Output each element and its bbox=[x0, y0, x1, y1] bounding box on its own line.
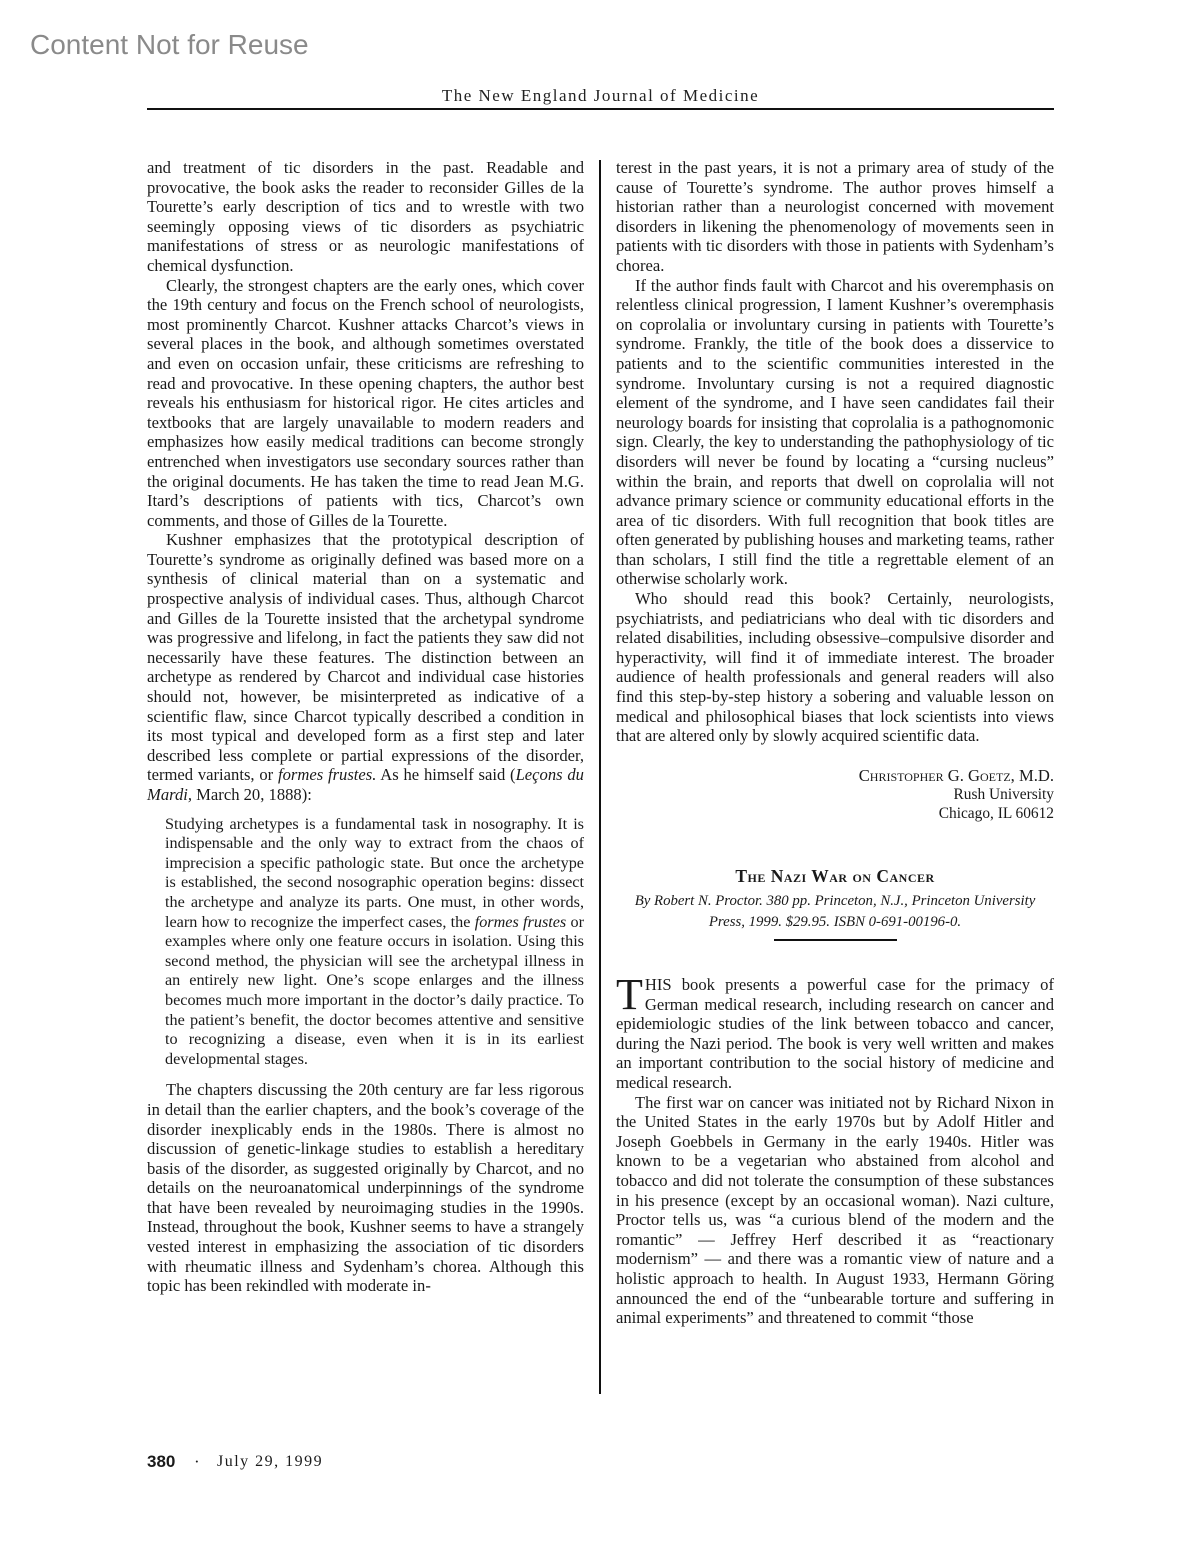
paragraph bbox=[147, 530, 584, 804]
review-heading bbox=[616, 867, 1054, 941]
italic-source: Leçons du Mardi, bbox=[147, 765, 584, 804]
signature-city: Chicago, IL 60612 bbox=[938, 805, 1054, 823]
quote-text bbox=[165, 815, 584, 1070]
signature-name: Christopher G. Goetz, M.D. bbox=[858, 765, 1054, 785]
paragraph-text: Kushner emphasizes that the prototypical description of Tourette’s syndrome as originally defined was based more on a synthesis of clinical material than on a systematic and prospective analysis of individual cases. Thus, although Charcot and Gilles de la Tourette insisted that the archetypal syndrome was progressive and lifelong, in fact the patients they saw did not necessarily have these features. The distinction between an archetype as rendered by Charcot and individual case histories should not, however, be misinterpreted as indicative of a scientific flaw, since Charcot typically described a condition in its most typical and developed form as a first step and later described less complete or partial expressions of the disorder, termed variants, or bbox=[147, 530, 584, 785]
watermark: Content Not for Reuse bbox=[30, 29, 309, 60]
drop-cap: T bbox=[616, 970, 643, 1019]
review-body bbox=[616, 970, 1054, 1328]
signature-institution: Rush University bbox=[953, 786, 1054, 804]
issue-date: July 29, 1999 bbox=[217, 1453, 324, 1470]
paragraph: The first war on cancer was initiated not by Richard Nixon in the United States in the early 1970s but by Adolf Hitler and Joseph Goebbels in Germany in the early 1940s. Hitler was known to be a vegetarian who abstained from alcohol and tobacco and did not tolerate the consumption of these substances in his presence (except by an occasional woman). Nazi culture, Proctor tells us, was “a curious blend of the modern and the romantic” — Jeffrey Herf described it as “reactionary modernism” — and there was a romantic view of nature and a holistic approach to health. In August 1933, Hermann Göring announced the end of the “unbearable torture and suffering in animal experiments” and threatened to commit “those bbox=[616, 1092, 1054, 1328]
quote-part: or examples where only one feature occurs in isolation. Using this second method, the physician will see the archetypal illness in an entirely new light. One’s scope enlarges and the illness becomes much more important in the doctor’s daily practice. To the patient’s benefit, the doctor becomes attentive and sensitive to recognizing a disease, even when it is in its earliest developmental stages. bbox=[165, 912, 584, 1068]
header-rule bbox=[147, 108, 1054, 110]
left-column bbox=[147, 158, 584, 1296]
review-rule bbox=[774, 939, 897, 941]
page-number: 380 bbox=[147, 1452, 176, 1471]
block-quote bbox=[165, 815, 584, 1070]
paragraph: If the author finds fault with Charcot and his overemphasis on relentless clinical progression, I lament Kushner’s overemphasis on coprolalia or involuntary cursing in patients with Tourette’s syndrome. Frankly, the title of the book does a disservice to patients and to the scientific communities interested in the syndrome. Involuntary cursing is not a required diagnostic element of the syndrome, and I have seen candidates fail their neurology boards for insisting that coprolalia is a pathognomonic sign. Clearly, the key to understanding the pathophysiology of tic disorders will never be found by locating a “cursing nucleus” within the brain, and reports that dwell on coprolalia will not advance primary science or community educational efforts in the area of tic disorders. With full recognition that book titles are often generated by publishing houses and marketing teams, rather than scholars, I still find the title a regrettable element of an otherwise scholarly work. bbox=[616, 275, 1054, 589]
review-bibliographic-line: Press, 1999. $29.95. ISBN 0-691-00196-0. bbox=[708, 914, 962, 930]
footer-separator: · bbox=[194, 1452, 200, 1471]
paragraph-text: As he himself said ( bbox=[376, 765, 516, 785]
review-title: The Nazi War on Cancer bbox=[735, 866, 935, 887]
right-column bbox=[616, 158, 1054, 1328]
italic-term: formes frustes. bbox=[277, 765, 377, 785]
italic-term: formes frustes bbox=[474, 912, 567, 931]
quote-part: Studying archetypes is a fundamental task in nosography. It is indispensable and the only way to extract from the chaos of imprecision a specific pathologic state. But once the archetype is established, the second nosographic operation begins: dissect the archetype and analyze its parts. One must, in other words, learn how to recognize the imperfect cases, the bbox=[165, 814, 584, 931]
paragraph-text: HIS book presents a powerful case for the primacy of German medical research, including research on cancer and epidemiologic studies of the link between tobacco and cancer, during the Nazi period. The book is very well written and makes an important contribution to the social history of medicine and medical research. bbox=[616, 975, 1054, 1092]
paragraph: and treatment of tic disorders in the past. Readable and provocative, the book asks the reader to reconsider Gilles de la Tourette’s early description of tics and to wrestle with two seemingly opposing views of tic disorders as psychiatric manifestations of stress or as neurologic manifestations of chemical dysfunction. bbox=[147, 158, 584, 275]
author-signature bbox=[616, 766, 1054, 824]
review-bibliographic-line: By Robert N. Proctor. 380 pp. Princeton, N.J., Princeton University bbox=[634, 893, 1036, 909]
paragraph bbox=[616, 970, 1054, 1093]
journal-running-head: The New England Journal of Medicine bbox=[441, 86, 760, 105]
column-divider bbox=[599, 160, 601, 1394]
paragraph: The chapters discussing the 20th century are far less rigorous in detail than the earlier chapters, and the book’s coverage of the disorder inexplicably ends in the 1980s. There is almost no discussion of genetic-linkage studies to establish a hereditary basis of the disorder, as suggested originally by Charcot, and no details on the neuroanatomical underpinnings of the syndrome that have been revealed by neuroimaging studies in the 1990s. Instead, throughout the book, Kushner seems to have a strangely vested interest in emphasizing the association of tic disorders with rheumatic illness and Sydenham’s chorea. Although this topic has been rekindled with moderate in- bbox=[147, 1080, 584, 1296]
paragraph: Who should read this book? Certainly, neurologists, psychiatrists, and pediatricians who deal with tic disorders and related disabilities, including obsessive–compulsive disorder and hyperactivity, will find it of immediate interest. The broader audience of health professionals and general readers will also find this step-by-step history a sobering and valuable lesson on medical and philosophical biases that lock scientists into views that are altered only by slowly acquired scientific data. bbox=[616, 589, 1054, 746]
paragraph: terest in the past years, it is not a primary area of study of the cause of Tourette’s syndrome. The author proves himself a historian rather than a neurologist concerned with movement disorders in likening the phenomenology of movements seen in patients with tic disorders with those in patients with Sydenham’s chorea. bbox=[616, 158, 1054, 275]
paragraph: Clearly, the strongest chapters are the early ones, which cover the 19th century and focus on the French school of neurologists, most prominently Charcot. Kushner attacks Charcot’s views in several places in the book, and although sometimes overstated and even on occasion unfair, these criticisms are refreshing to read and provocative. In these opening chapters, the author best reveals his enthusiasm for historical rigor. He cites articles and textbooks that are largely unavailable to modern readers and emphasizes how easily medical traditions can become strongly entrenched when investigators use secondary sources rather than the original documents. He has taken the time to read Jean M.G. Itard’s descriptions of patients with tics, Charcot’s own comments, and those of Gilles de la Tourette. bbox=[147, 275, 584, 530]
paragraph-text: March 20, 1888): bbox=[192, 785, 312, 804]
